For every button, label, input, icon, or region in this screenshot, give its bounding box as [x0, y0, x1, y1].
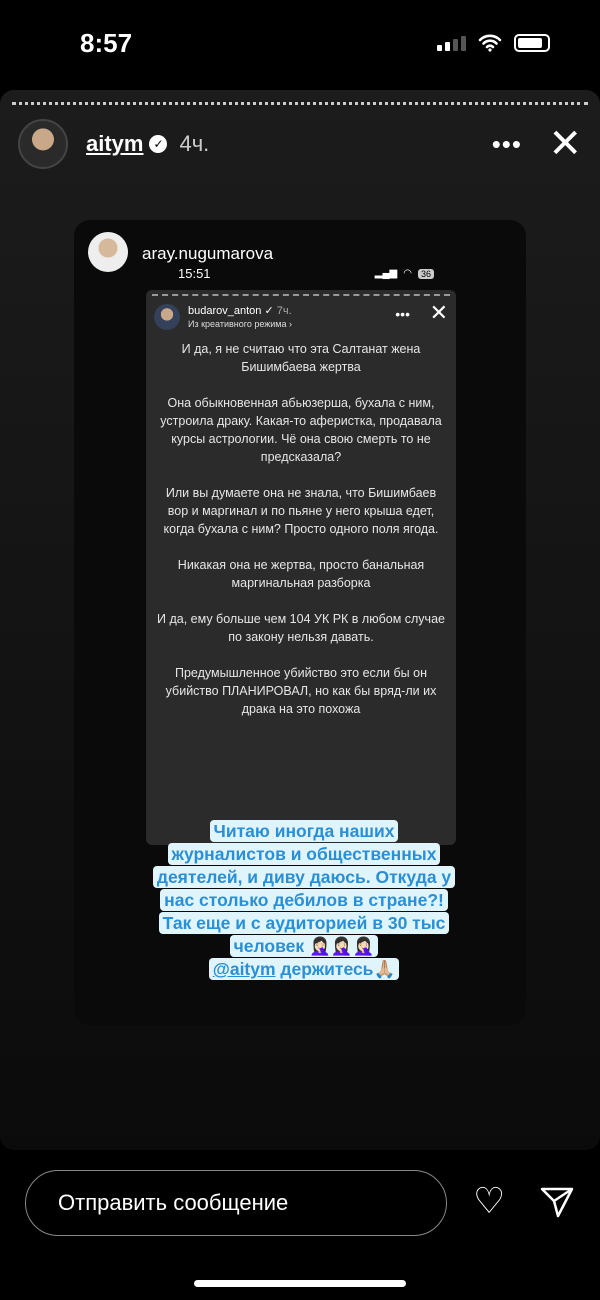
inner-avatar	[154, 304, 180, 330]
inner-close-icon: ✕	[429, 300, 448, 325]
story-header	[18, 118, 582, 170]
heart-icon[interactable]: ♡	[473, 1180, 506, 1221]
shared-status-icons: ▂▄▆ ◠ 36	[375, 268, 434, 279]
shared-screenshot	[74, 220, 526, 1025]
signal-icon	[437, 36, 466, 51]
inner-subtitle: Из креативного режима ›	[188, 319, 292, 329]
shared-avatar	[88, 232, 128, 272]
home-indicator[interactable]	[194, 1280, 406, 1287]
shared-username: aray.nugumarova	[142, 244, 274, 263]
clock: 8:57	[80, 28, 133, 58]
send-icon[interactable]	[540, 1186, 574, 1218]
close-icon[interactable]: ✕	[548, 122, 582, 166]
story-progress	[12, 102, 588, 105]
mention-link[interactable]: @aitym	[212, 959, 276, 979]
inner-progress	[152, 294, 450, 296]
inner-story	[146, 290, 456, 845]
story-username[interactable]: aitym	[86, 131, 144, 156]
wifi-icon	[478, 34, 502, 52]
inner-more-icon: •••	[395, 306, 410, 322]
verified-icon: ✓	[149, 135, 167, 153]
battery-icon	[514, 34, 550, 52]
story-caption: Читаю иногда наших журналистов и общественных деятелей, и диву даюсь. Откуда у нас столько дебилов в стране?! Так еще и с аудиторией в 30 тыс человек 🤦🏻‍♀️🤦🏻‍♀️🤦🏻‍♀️ @aitym держитесь🙏🏼	[124, 820, 484, 981]
shared-time: 15:51	[178, 266, 211, 281]
inner-story-text: И да, я не считаю что эта Салтанат жена Бишимбаева жертва Она обыкновенная абьюзерша, бухала с ним, устроила драку. Какая-то аферистка, продавала курсы астрологии. Чё она свою смерть то не предсказала? Или вы думаете она не знала, что Бишимбаев вор и маргинал и по пьяне у него крыша едет, когда бухала с ним? Просто одного поля ягода. Никакая она не жертва, просто банальная маргинальная разборка И да, ему больше чем 104 УК РК в любом случае по закону нельзя давать. Предумышленное убийство это если бы он убийство ПЛАНИРОВАЛ, но как бы вряд-ли их драка на это похожа	[157, 342, 445, 716]
send-message-input[interactable]: Отправить сообщение	[25, 1170, 447, 1236]
inner-username: budarov_anton ✓ 7ч.	[188, 305, 292, 317]
status-bar	[0, 0, 600, 90]
story-viewer[interactable]	[0, 90, 600, 1150]
more-options-icon[interactable]: •••	[491, 128, 522, 159]
story-age: 4ч.	[179, 131, 210, 156]
avatar[interactable]	[18, 119, 68, 169]
